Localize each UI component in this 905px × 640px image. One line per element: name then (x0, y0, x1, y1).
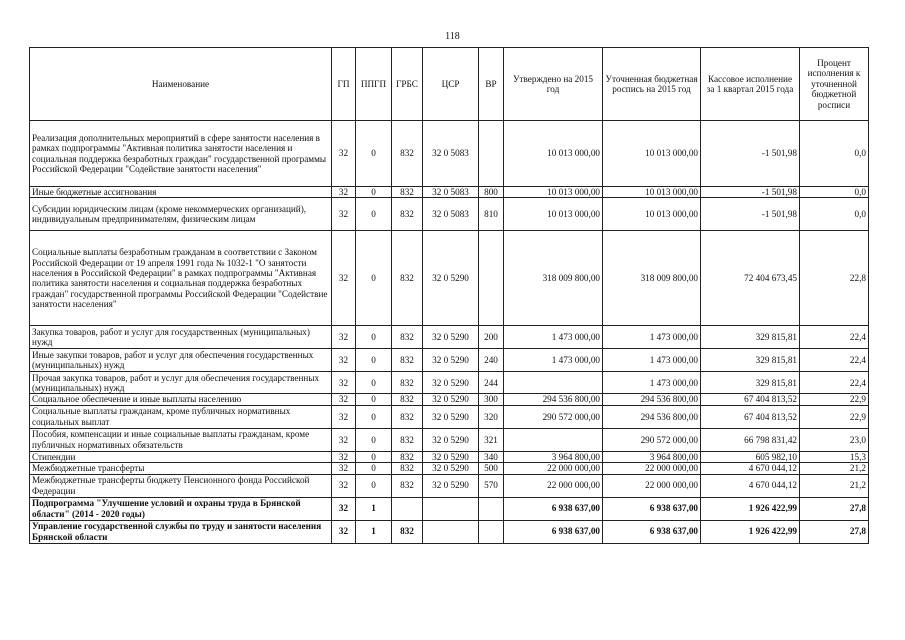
col-header-csr: ЦСР (423, 48, 479, 121)
cell-vr: 810 (479, 198, 504, 231)
col-header-grbs: ГРБС (392, 48, 423, 121)
cell-grbs: 832 (392, 121, 423, 187)
cell-gp: 32 (332, 187, 356, 198)
cell-grbs: 832 (392, 405, 423, 428)
cell-name: Иные бюджетные ассигнования (30, 187, 332, 198)
col-header-name: Наименование (30, 48, 332, 121)
cell-approved: 318 009 800,00 (504, 231, 603, 326)
cell-cash: 72 404 673,45 (701, 231, 800, 326)
cell-name: Иные закупки товаров, работ и услуг для обеспечения государственных (муниципальных) нужд (30, 349, 332, 372)
cell-name: Социальные выплаты безработным гражданам в соответствии с Законом Российской Федерации от 19 апреля 1991 года № 1032-1 "О занятости населения в Российской Федерации" в рамках подпрограммы "Активная политика занятости населения и социальная поддержка безработных граждан" государственной программы Российской Федерации "Содействие занятости населения" (30, 231, 332, 326)
budget-table (29, 47, 869, 544)
table-row (30, 372, 869, 394)
cell-cash: 605 982,10 (701, 451, 800, 462)
cell-ppgp: 0 (356, 121, 392, 187)
cell-csr: 32 0 5290 (423, 349, 479, 372)
cell-name: Подпрограмма "Улучшение условий и охраны труда в Брянской области" (2014 - 2020 годы) (30, 497, 332, 520)
cell-refined: 290 572 000,00 (603, 428, 701, 451)
cell-csr: 32 0 5290 (423, 231, 479, 326)
cell-name: Стипендии (30, 451, 332, 462)
cell-gp: 32 (332, 231, 356, 326)
col-header-ppgp: ППГП (356, 48, 392, 121)
cell-csr: 32 0 5290 (423, 451, 479, 462)
cell-percent: 27,8 (800, 497, 869, 520)
cell-percent: 21,2 (800, 463, 869, 474)
cell-ppgp: 0 (356, 198, 392, 231)
cell-ppgp: 0 (356, 451, 392, 462)
cell-cash: 329 815,81 (701, 326, 800, 349)
cell-name: Закупка товаров, работ и услуг для государственных (муниципальных) нужд (30, 326, 332, 349)
cell-cash: 4 670 044,12 (701, 463, 800, 474)
cell-grbs: 832 (392, 198, 423, 231)
cell-vr: 800 (479, 187, 504, 198)
cell-gp: 32 (332, 326, 356, 349)
cell-csr: 32 0 5290 (423, 463, 479, 474)
cell-cash: 1 926 422,99 (701, 497, 800, 520)
cell-approved: 294 536 800,00 (504, 394, 603, 405)
table-row (30, 121, 869, 187)
cell-percent: 22,9 (800, 394, 869, 405)
cell-percent: 22,4 (800, 372, 869, 394)
cell-name: Прочая закупка товаров, работ и услуг для обеспечения государственных (муниципальных) нужд (30, 372, 332, 394)
cell-ppgp: 0 (356, 231, 392, 326)
cell-vr: 240 (479, 349, 504, 372)
cell-cash: 67 404 813,52 (701, 394, 800, 405)
cell-refined: 1 473 000,00 (603, 349, 701, 372)
cell-percent: 21,2 (800, 474, 869, 497)
cell-grbs: 832 (392, 520, 423, 543)
cell-percent: 15,3 (800, 451, 869, 462)
cell-csr: 32 0 5083 (423, 198, 479, 231)
cell-vr (479, 231, 504, 326)
cell-percent: 22,4 (800, 349, 869, 372)
col-header-gp: ГП (332, 48, 356, 121)
cell-approved: 22 000 000,00 (504, 463, 603, 474)
cell-approved: 1 473 000,00 (504, 326, 603, 349)
cell-approved: 3 964 800,00 (504, 451, 603, 462)
cell-gp: 32 (332, 198, 356, 231)
cell-cash: -1 501,98 (701, 198, 800, 231)
cell-refined: 294 536 800,00 (603, 394, 701, 405)
cell-vr (479, 121, 504, 187)
cell-approved: 6 938 637,00 (504, 520, 603, 543)
cell-gp: 32 (332, 349, 356, 372)
cell-csr: 32 0 5083 (423, 121, 479, 187)
table-body (30, 121, 869, 544)
cell-refined: 294 536 800,00 (603, 405, 701, 428)
cell-vr: 500 (479, 463, 504, 474)
cell-name: Социальное обеспечение и иные выплаты населению (30, 394, 332, 405)
cell-name: Межбюджетные трансферты (30, 463, 332, 474)
cell-approved: 290 572 000,00 (504, 405, 603, 428)
table-row (30, 463, 869, 474)
cell-refined: 6 938 637,00 (603, 497, 701, 520)
cell-name: Реализация дополнительных мероприятий в сфере занятости населения в рамках подпрограммы "Активная политика занятости населения и социальная поддержка безработных граждан" государственной программы Российской Федерации "Содействие занятости населения" (30, 121, 332, 187)
cell-approved: 22 000 000,00 (504, 474, 603, 497)
col-header-approved: Утверждено на 2015 год (504, 48, 603, 121)
cell-csr: 32 0 5290 (423, 428, 479, 451)
cell-csr: 32 0 5290 (423, 372, 479, 394)
cell-vr: 340 (479, 451, 504, 462)
table-row (30, 198, 869, 231)
cell-percent: 23,0 (800, 428, 869, 451)
cell-cash: 1 926 422,99 (701, 520, 800, 543)
cell-ppgp: 0 (356, 349, 392, 372)
cell-vr: 300 (479, 394, 504, 405)
cell-percent: 27,8 (800, 520, 869, 543)
cell-refined: 3 964 800,00 (603, 451, 701, 462)
cell-approved: 1 473 000,00 (504, 349, 603, 372)
cell-grbs (392, 497, 423, 520)
cell-name: Социальные выплаты гражданам, кроме публичных нормативных социальных выплат (30, 405, 332, 428)
table-row (30, 394, 869, 405)
cell-approved: 10 013 000,00 (504, 121, 603, 187)
cell-gp: 32 (332, 474, 356, 497)
cell-approved: 10 013 000,00 (504, 187, 603, 198)
cell-vr: 570 (479, 474, 504, 497)
table-row (30, 326, 869, 349)
col-header-refined: Уточненная бюджетная роспись на 2015 год (603, 48, 701, 121)
cell-ppgp: 0 (356, 428, 392, 451)
cell-cash: 67 404 813,52 (701, 405, 800, 428)
cell-ppgp: 0 (356, 463, 392, 474)
cell-grbs: 832 (392, 349, 423, 372)
cell-csr: 32 0 5290 (423, 405, 479, 428)
cell-gp: 32 (332, 121, 356, 187)
cell-csr (423, 497, 479, 520)
cell-refined: 10 013 000,00 (603, 187, 701, 198)
col-header-cash: Кассовое исполнение за 1 квартал 2015 года (701, 48, 800, 121)
col-header-vr: ВР (479, 48, 504, 121)
cell-ppgp: 1 (356, 520, 392, 543)
cell-grbs: 832 (392, 463, 423, 474)
cell-cash: -1 501,98 (701, 121, 800, 187)
cell-ppgp: 1 (356, 497, 392, 520)
cell-ppgp: 0 (356, 187, 392, 198)
cell-cash: 4 670 044,12 (701, 474, 800, 497)
cell-percent: 0,0 (800, 187, 869, 198)
cell-grbs: 832 (392, 394, 423, 405)
cell-grbs: 832 (392, 451, 423, 462)
cell-refined: 318 009 800,00 (603, 231, 701, 326)
cell-grbs: 832 (392, 231, 423, 326)
cell-refined: 10 013 000,00 (603, 121, 701, 187)
cell-vr: 320 (479, 405, 504, 428)
cell-name: Управление государственной службы по труду и занятости населения Брянской области (30, 520, 332, 543)
cell-name: Пособия, компенсации и иные социальные выплаты гражданам, кроме публичных нормативных обязательств (30, 428, 332, 451)
cell-approved (504, 428, 603, 451)
table-row (30, 187, 869, 198)
cell-gp: 32 (332, 428, 356, 451)
cell-approved: 6 938 637,00 (504, 497, 603, 520)
cell-refined: 22 000 000,00 (603, 474, 701, 497)
cell-gp: 32 (332, 405, 356, 428)
cell-vr: 200 (479, 326, 504, 349)
cell-refined: 1 473 000,00 (603, 372, 701, 394)
cell-refined: 1 473 000,00 (603, 326, 701, 349)
cell-gp: 32 (332, 463, 356, 474)
cell-refined: 22 000 000,00 (603, 463, 701, 474)
table-row (30, 474, 869, 497)
table-header-row (30, 48, 869, 121)
cell-grbs: 832 (392, 326, 423, 349)
cell-vr (479, 497, 504, 520)
col-header-percent: Процент исполнения к уточненной бюджетной росписи (800, 48, 869, 121)
table-row (30, 349, 869, 372)
table-row (30, 231, 869, 326)
cell-ppgp: 0 (356, 372, 392, 394)
cell-gp: 32 (332, 451, 356, 462)
cell-refined: 10 013 000,00 (603, 198, 701, 231)
cell-csr: 32 0 5083 (423, 187, 479, 198)
table-row (30, 520, 869, 543)
cell-name: Субсидии юридическим лицам (кроме некоммерческих организаций), индивидуальным предпринимателям, физическим лицам (30, 198, 332, 231)
cell-refined: 6 938 637,00 (603, 520, 701, 543)
cell-ppgp: 0 (356, 326, 392, 349)
cell-grbs: 832 (392, 428, 423, 451)
cell-cash: 66 798 831,42 (701, 428, 800, 451)
page-number: 118 (445, 31, 460, 42)
cell-ppgp: 0 (356, 394, 392, 405)
table-row (30, 405, 869, 428)
cell-gp: 32 (332, 520, 356, 543)
table-row (30, 428, 869, 451)
cell-cash: 329 815,81 (701, 372, 800, 394)
cell-approved: 10 013 000,00 (504, 198, 603, 231)
cell-approved (504, 372, 603, 394)
cell-csr: 32 0 5290 (423, 394, 479, 405)
cell-csr: 32 0 5290 (423, 326, 479, 349)
cell-cash: 329 815,81 (701, 349, 800, 372)
cell-percent: 0,0 (800, 198, 869, 231)
cell-gp: 32 (332, 497, 356, 520)
cell-cash: -1 501,98 (701, 187, 800, 198)
cell-gp: 32 (332, 394, 356, 405)
cell-percent: 22,4 (800, 326, 869, 349)
table-row (30, 497, 869, 520)
cell-gp: 32 (332, 372, 356, 394)
cell-grbs: 832 (392, 474, 423, 497)
cell-grbs: 832 (392, 372, 423, 394)
cell-vr (479, 520, 504, 543)
cell-vr: 321 (479, 428, 504, 451)
table-row (30, 451, 869, 462)
cell-ppgp: 0 (356, 405, 392, 428)
cell-percent: 22,9 (800, 405, 869, 428)
cell-csr: 32 0 5290 (423, 474, 479, 497)
cell-ppgp: 0 (356, 474, 392, 497)
cell-vr: 244 (479, 372, 504, 394)
cell-csr (423, 520, 479, 543)
cell-name: Межбюджетные трансферты бюджету Пенсионного фонда Российской Федерации (30, 474, 332, 497)
cell-percent: 22,8 (800, 231, 869, 326)
cell-grbs: 832 (392, 187, 423, 198)
cell-percent: 0,0 (800, 121, 869, 187)
